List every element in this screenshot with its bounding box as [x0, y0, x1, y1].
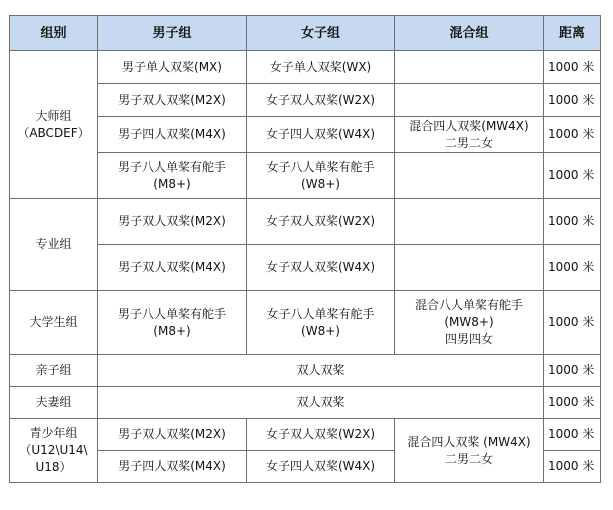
table-row — [10, 387, 601, 419]
couple-event: 双人双桨 — [98, 387, 544, 419]
group-subtitle: （U12\U14\ — [19, 443, 88, 457]
mixed-event-line: (MW8+) — [444, 315, 494, 329]
table-row — [10, 355, 601, 387]
distance-cell: 1000 米 — [544, 117, 601, 153]
event-line: 女子八人单桨有舵手 — [266, 159, 375, 174]
header-women: 女子组 — [247, 16, 395, 51]
men-event: 男子双人双桨(M2X) — [98, 419, 247, 451]
mixed-event-line: 混合四人双桨 (MW4X) — [407, 434, 531, 449]
group-cell-couple: 夫妻组 — [10, 387, 98, 419]
mixed-event-line: 混合四人双桨(MW4X) — [409, 118, 529, 133]
men-event: 男子四人双桨(M4X) — [98, 117, 247, 153]
women-event — [247, 153, 395, 199]
mixed-event — [395, 419, 544, 483]
women-event: 女子四人双桨(W4X) — [247, 117, 395, 153]
table-row — [10, 291, 601, 355]
table-row — [10, 199, 601, 245]
header-distance: 距离 — [544, 16, 601, 51]
table-row — [10, 153, 601, 199]
table-row — [10, 419, 601, 451]
event-line: 男子八人单桨有舵手 — [117, 306, 226, 321]
distance-cell: 1000 米 — [544, 84, 601, 117]
mixed-event-line: 四男四女 — [444, 332, 493, 346]
group-cell-college: 大学生组 — [10, 291, 98, 355]
event-line: (W8+) — [301, 176, 340, 191]
distance-cell: 1000 米 — [544, 245, 601, 291]
event-line: (W8+) — [301, 323, 340, 338]
mixed-event-empty — [395, 51, 544, 84]
women-event — [247, 291, 395, 355]
event-line: (M8+) — [153, 176, 191, 191]
women-event: 女子单人双桨(WX) — [247, 51, 395, 84]
women-event: 女子双人双桨(W2X) — [247, 199, 395, 245]
distance-cell: 1000 米 — [544, 387, 601, 419]
men-event — [98, 291, 247, 355]
men-event: 男子双人双桨(M4X) — [98, 245, 247, 291]
group-cell-youth — [10, 419, 98, 483]
group-cell-pro: 专业组 — [10, 199, 98, 291]
table-row — [10, 84, 601, 117]
group-subtitle: （ABCDEF） — [17, 125, 90, 140]
header-row — [10, 16, 601, 51]
event-line: (M8+) — [153, 323, 191, 338]
header-mixed: 混合组 — [395, 16, 544, 51]
distance-cell: 1000 米 — [544, 51, 601, 84]
table-row — [10, 117, 601, 153]
mixed-event-line: 二男二女 — [444, 135, 493, 150]
group-cell-master — [10, 51, 98, 199]
mixed-event-empty — [395, 199, 544, 245]
distance-cell: 1000 米 — [544, 291, 601, 355]
mixed-event — [395, 117, 544, 153]
men-event: 男子四人双桨(M4X) — [98, 451, 247, 483]
women-event: 女子双人双桨(W4X) — [247, 245, 395, 291]
women-event: 女子双人双桨(W2X) — [247, 419, 395, 451]
mixed-event-line: 二男二女 — [444, 451, 493, 466]
distance-cell: 1000 米 — [544, 451, 601, 483]
women-event: 女子双人双桨(W2X) — [247, 84, 395, 117]
event-line: 男子八人单桨有舵手 — [117, 159, 226, 174]
table-row — [10, 245, 601, 291]
family-event: 双人双桨 — [98, 355, 544, 387]
men-event: 男子双人双桨(M2X) — [98, 84, 247, 117]
distance-cell: 1000 米 — [544, 199, 601, 245]
group-name: 青少年组 — [29, 426, 78, 440]
group-cell-family: 亲子组 — [10, 355, 98, 387]
men-event: 男子双人双桨(M2X) — [98, 199, 247, 245]
men-event: 男子单人双桨(MX) — [98, 51, 247, 84]
mixed-event-line: 混合八人单桨有舵手 — [414, 298, 523, 312]
header-men: 男子组 — [98, 16, 247, 51]
event-line: 女子八人单桨有舵手 — [266, 306, 375, 321]
mixed-event-empty — [395, 84, 544, 117]
header-group: 组别 — [10, 16, 98, 51]
group-name: 大师组 — [35, 108, 72, 123]
women-event: 女子四人双桨(W4X) — [247, 451, 395, 483]
table-row — [10, 51, 601, 84]
mixed-event-empty — [395, 153, 544, 199]
distance-cell: 1000 米 — [544, 355, 601, 387]
distance-cell: 1000 米 — [544, 419, 601, 451]
mixed-event — [395, 291, 544, 355]
event-table — [9, 15, 601, 483]
men-event — [98, 153, 247, 199]
group-subtitle: U18） — [35, 460, 72, 474]
distance-cell: 1000 米 — [544, 153, 601, 199]
mixed-event-empty — [395, 245, 544, 291]
